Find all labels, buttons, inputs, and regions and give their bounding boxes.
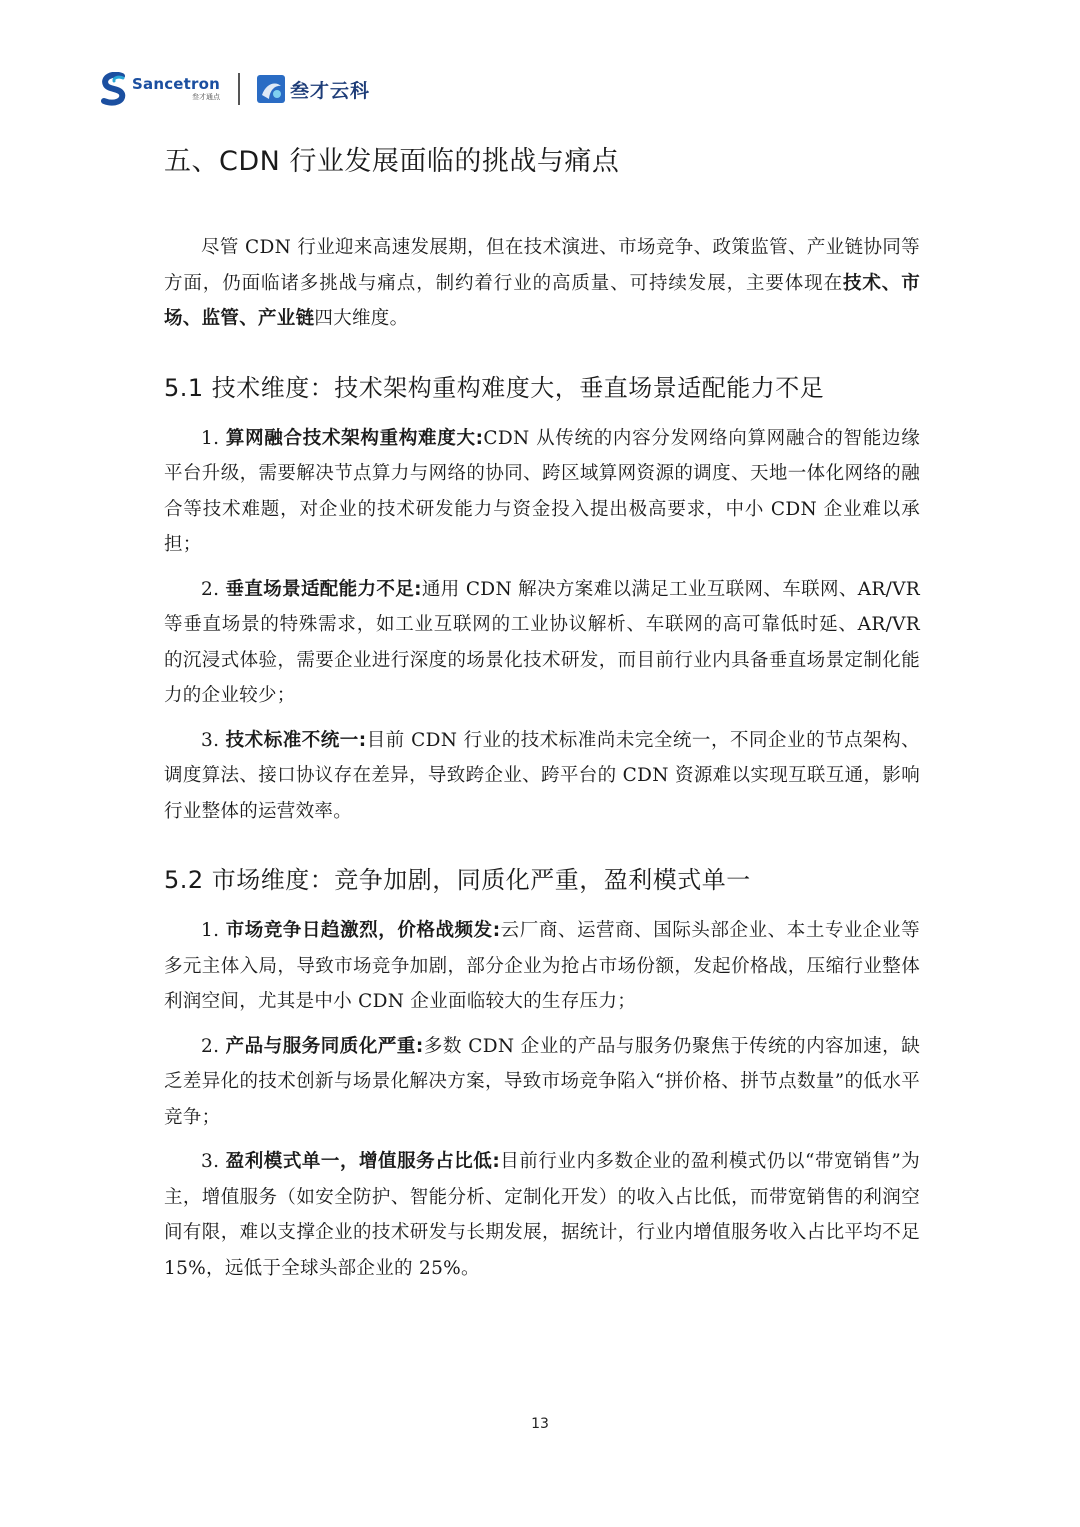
subsection-title-5-2: 5.2 市场维度：竞争加剧，同质化严重，盈利模式单一 [164,866,751,894]
list-item: 3. 盈利模式单一，增值服务占比低:目前行业内多数企业的盈利模式仍以“带宽销售”为主，增值服务（如安全防护、智能分析、定制化开发）的收入占比低，而带宽销售的利润空间有限，难以支撑企业的技术研发与长期发展，据统计，行业内增值服务收入占比平均不足 15%，远低于全球头部企业的 25%。 [164,1151,920,1279]
brand-name: Sancetron [132,75,221,93]
list-item: 3. 技术标准不统一:目前 CDN 行业的技术标准尚未完全统一，不同企业的节点架构、调度算法、接口协议存在差异，导致跨企业、跨平台的 CDN 资源难以实现互联互通，影响行业整体的运营效率。 [164,729,920,822]
sancetron-logo [100,72,220,106]
intro-paragraph: 尽管 CDN 行业迎来高速发展期，但在技术演进、市场竞争、政策监管、产业链协同等方面，仍面临诸多挑战与痛点，制约着行业的高质量、可持续发展，主要体现在技术、市场、监管、产业链四大维度。 [164,237,920,329]
sancai-cloud-logo [256,73,370,105]
logo-divider [238,73,240,105]
section-title: 五、CDN 行业发展面临的挑战与痛点 [164,146,620,177]
intro-bold: 技术、市场、监管、产业链 [164,272,920,329]
subsection-title-5-1: 5.1 技术维度：技术架构重构难度大，垂直场景适配能力不足 [164,373,825,402]
brand-subtitle: 叁才通点 [192,93,221,101]
list-item: 2. 产品与服务同质化严重:多数 CDN 企业的产品与服务仍聚焦于传统的内容加速，缺乏差异化的技术创新与场景化解决方案，导致市场竞争陷入“拼价格、拼节点数量”的低水平竞争； [164,1035,920,1128]
sancai-cloud-logo-icon [256,73,286,105]
page-content [164,132,920,1286]
page-header [100,68,370,110]
page-number: 13 [531,1416,549,1432]
list-item: 1. 市场竞争日趋激烈，价格战频发:云厂商、运营商、国际头部企业、本土专业企业等多元主体入局，导致市场竞争加剧，部分企业为抢占市场份额，发起价格战，压缩行业整体利润空间，尤其是中小 CDN 企业面临较大的生存压力； [164,920,920,1012]
sancetron-logo-icon [100,72,128,106]
brand-name-cn: 叁才云科 [290,79,371,102]
list-item: 1. 算网融合技术架构重构难度大:CDN 从传统的内容分发网络向算网融合的智能边缘平台升级，需要解决节点算力与网络的协同、跨区域算网资源的调度、天地一体化网络的融合等技术难题，对企业的技术研发能力与资金投入提出极高要求，中小 CDN 企业难以承担； [164,427,920,555]
list-item: 2. 垂直场景适配能力不足:通用 CDN 解决方案难以满足工业互联网、车联网、AR/VR 等垂直场景的特殊需求，如工业互联网的工业协议解析、车联网的高可靠低时延、AR/VR 的沉浸式体验，需要企业进行深度的场景化技术研发，而目前行业内具备垂直场景定制化能力的企业较少； [164,578,921,706]
